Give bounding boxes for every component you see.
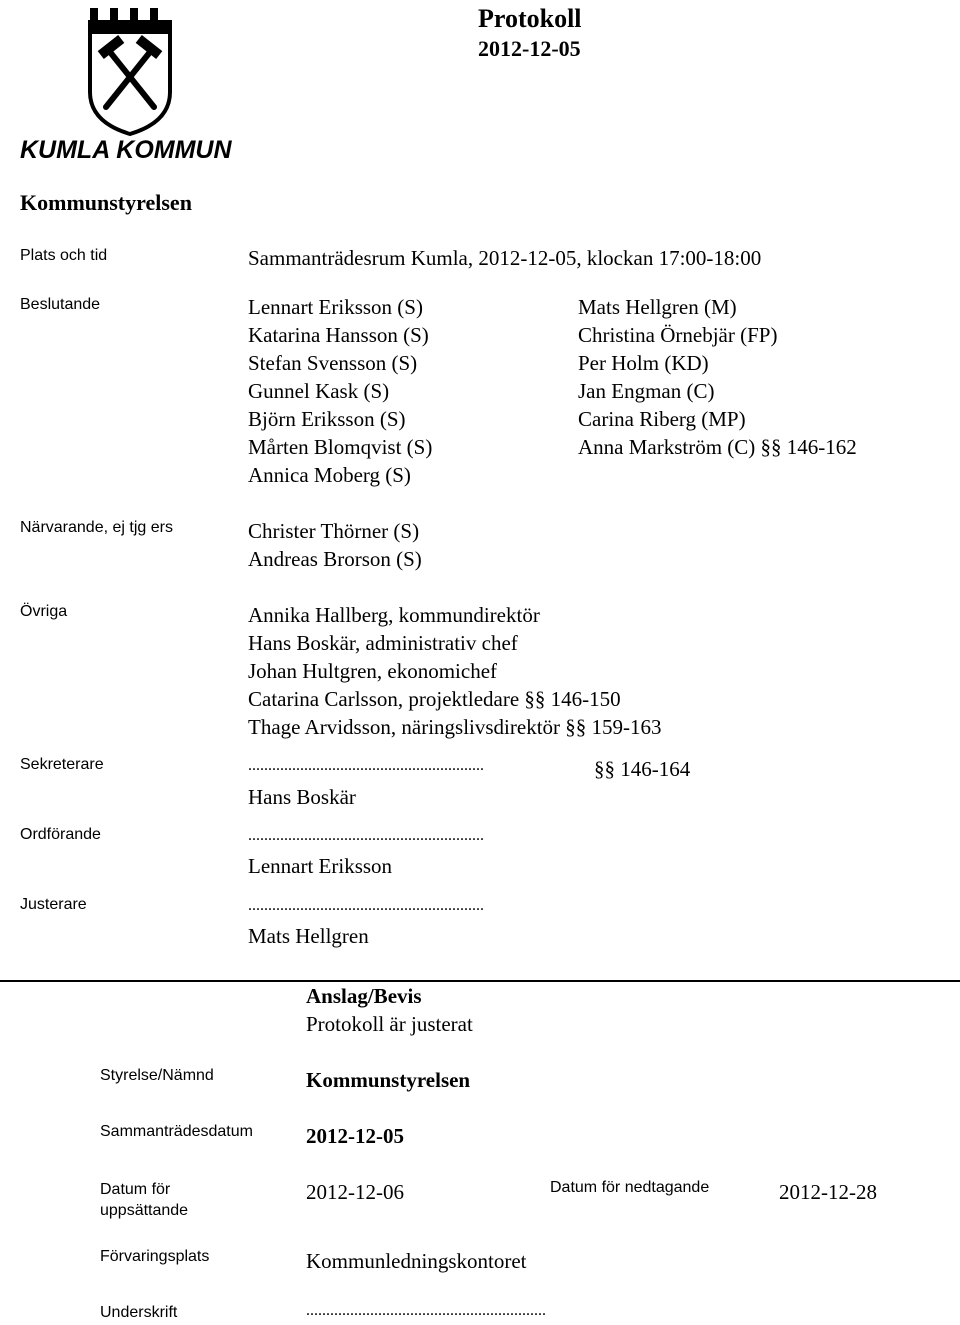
- list-item: Jan Engman (C): [578, 379, 715, 403]
- list-item: Thage Arvidsson, näringslivsdirektör §§ 159-163: [248, 715, 662, 739]
- label-ovriga: Övriga: [20, 603, 68, 620]
- beslutande-right-list: [578, 293, 857, 461]
- ordforande-name: Lennart Eriksson: [248, 854, 393, 878]
- section-divider: [0, 980, 960, 982]
- value-sammantradesdatum: 2012-12-05: [306, 1124, 404, 1148]
- list-item: Stefan Svensson (S): [248, 351, 418, 375]
- value-datum-uppsattande: 2012-12-06: [306, 1180, 404, 1204]
- signature-line-ordforande: ...........................................................: [248, 827, 484, 844]
- label-underskrift: Underskrift: [100, 1304, 178, 1321]
- label-datum-uppsattande: Datum för uppsättande: [100, 1181, 189, 1219]
- list-item: Johan Hultgren, ekonomichef: [248, 659, 498, 683]
- signature-line-justerare: ...........................................................: [248, 897, 484, 914]
- list-item: Annika Hallberg, kommundirektör: [248, 603, 540, 627]
- label-plats-och-tid: Plats och tid: [20, 247, 108, 264]
- label-ordforande: Ordförande: [20, 826, 101, 843]
- document-title: Protokoll: [478, 4, 582, 33]
- label-sammantradesdatum: Sammanträdesdatum: [100, 1123, 253, 1140]
- list-item: Catarina Carlsson, projektledare §§ 146-150: [248, 687, 621, 711]
- sekreterare-paragraphs: §§ 146-164: [594, 757, 691, 781]
- list-item: Björn Eriksson (S): [248, 407, 406, 431]
- anslag-heading: Anslag/Bevis: [306, 984, 422, 1008]
- signature-line-sekreterare: ...........................................................: [248, 757, 484, 774]
- list-item: Mats Hellgren (M): [578, 295, 737, 319]
- narvarande-list: [248, 517, 422, 573]
- organization-title: Kommunstyrelsen: [20, 190, 192, 215]
- kumla-kommun-logo: [18, 2, 244, 162]
- anslag-subheading: Protokoll är justerat: [306, 1012, 473, 1036]
- value-forvaringsplats: Kommunledningskontoret: [306, 1249, 527, 1273]
- sekreterare-name: Hans Boskär: [248, 785, 356, 809]
- logo-wordmark: KUMLA KOMMUN: [20, 136, 232, 162]
- coat-of-arms-icon: [18, 2, 244, 162]
- list-item: Christer Thörner (S): [248, 519, 420, 543]
- signature-line-underskrift: ............................................................: [306, 1302, 546, 1319]
- list-item: Hans Boskär, administrativ chef: [248, 631, 518, 655]
- label-styrelse-namnd: Styrelse/Nämnd: [100, 1067, 214, 1084]
- ovriga-list: [248, 601, 662, 741]
- label-narvarande: Närvarande, ej tjg ers: [20, 519, 173, 536]
- list-item: Mårten Blomqvist (S): [248, 435, 433, 459]
- list-item: Annica Moberg (S): [248, 463, 411, 487]
- list-item: Andreas Brorson (S): [248, 547, 422, 571]
- justerare-name: Mats Hellgren: [248, 924, 369, 948]
- label-forvaringsplats: Förvaringsplats: [100, 1248, 210, 1265]
- label-justerare: Justerare: [20, 896, 87, 913]
- list-item: Anna Markström (C) §§ 146-162: [578, 435, 857, 459]
- list-item: Christina Örnebjär (FP): [578, 323, 778, 347]
- label-beslutande: Beslutande: [20, 296, 101, 313]
- value-styrelse-namnd: Kommunstyrelsen: [306, 1068, 471, 1092]
- beslutande-left-list: [248, 293, 432, 489]
- list-item: Carina Riberg (MP): [578, 407, 746, 431]
- value-datum-nedtagande: 2012-12-28: [779, 1180, 877, 1204]
- label-sekreterare: Sekreterare: [20, 756, 104, 773]
- document-date: 2012-12-05: [478, 36, 581, 61]
- list-item: Gunnel Kask (S): [248, 379, 390, 403]
- list-item: Per Holm (KD): [578, 351, 709, 375]
- value-plats-och-tid: Sammanträdesrum Kumla, 2012-12-05, klockan 17:00-18:00: [248, 246, 762, 270]
- list-item: Lennart Eriksson (S): [248, 295, 423, 319]
- list-item: Katarina Hansson (S): [248, 323, 429, 347]
- label-datum-nedtagande: Datum för nedtagande: [550, 1179, 710, 1196]
